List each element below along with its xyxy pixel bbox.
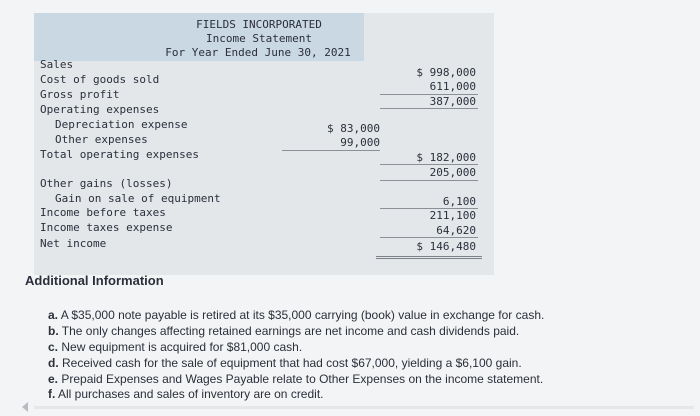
row-label-income-before-taxes: Income before taxes: [40, 206, 166, 219]
note-text: A $35,000 note payable is retired at its $35,000 carrying (book) value in exchange for cash.: [60, 308, 545, 322]
amount-income-taxes: 64,620: [436, 224, 476, 237]
note-letter: c.: [48, 340, 59, 354]
taxes-underline: [380, 237, 478, 238]
row-label-depreciation: Depreciation expense: [55, 118, 188, 131]
col1-underline: [282, 150, 380, 151]
amount-operating-income: 205,000: [429, 166, 476, 179]
row-label-income-taxes: Income taxes expense: [40, 221, 173, 234]
note-letter: f.: [48, 387, 56, 401]
note-letter: a.: [48, 308, 59, 322]
note-a: [48, 308, 544, 322]
note-text: Received cash for the sale of equipment that had cost $67,000, yielding a $6,100 gain.: [62, 356, 522, 370]
amount-total-operating: $ 182,000: [416, 151, 476, 164]
note-d: [48, 356, 522, 370]
row-label-sales: Sales: [40, 58, 74, 71]
row-label-net-income: Net income: [40, 237, 107, 250]
amount-net-income: $ 146,480: [416, 240, 476, 253]
note-c: [48, 340, 302, 354]
amount-depreciation: $ 83,000: [327, 122, 380, 135]
note-letter: d.: [48, 356, 59, 370]
row-label-operating-expenses: Operating expenses: [40, 103, 160, 116]
row-label-other-expenses: Other expenses: [55, 133, 148, 146]
note-e: [48, 372, 543, 386]
row-label-gain-sale: Gain on sale of equipment: [55, 192, 221, 205]
note-text: All purchases and sales of inventory are on credit.: [58, 387, 324, 401]
amount-gross-profit: 387,000: [429, 95, 476, 108]
note-letter: b.: [48, 324, 59, 338]
amount-sales: $ 998,000: [416, 66, 476, 79]
horizontal-scrollbar[interactable]: [34, 406, 694, 409]
note-letter: e.: [48, 372, 59, 386]
row-label-other-gains: Other gains (losses): [40, 177, 173, 190]
amount-cogs: 611,000: [429, 80, 476, 93]
note-text: New equipment is acquired for $81,000 cash.: [61, 340, 303, 354]
note-b: [48, 324, 519, 338]
row-label-gross-profit: Gross profit: [40, 88, 120, 101]
amount-income-before-taxes: 211,100: [429, 209, 476, 222]
note-f: [48, 387, 324, 401]
amount-other-expenses: 99,000: [340, 136, 380, 149]
gross-profit-underline: [380, 108, 478, 109]
operating-income-underline: [380, 180, 478, 181]
additional-info-title: Additional Information: [25, 273, 164, 288]
note-text: The only changes affecting retained earnings are net income and cash dividends paid.: [61, 324, 520, 338]
scroll-left-icon[interactable]: [22, 402, 28, 412]
row-label-total-operating: Total operating expenses: [40, 148, 199, 161]
note-text: Prepaid Expenses and Wages Payable relate to Other Expenses on the income statement.: [61, 372, 544, 386]
statement-period: For Year Ended June 30, 2021: [165, 46, 351, 59]
row-label-cogs: Cost of goods sold: [40, 73, 160, 86]
net-income-double-underline: [376, 256, 482, 259]
total-operating-underline: [380, 164, 478, 165]
statement-title: Income Statement: [206, 32, 312, 45]
company-name: FIELDS INCORPORATED: [196, 18, 322, 31]
amount-gain-sale: 6,100: [442, 195, 476, 208]
